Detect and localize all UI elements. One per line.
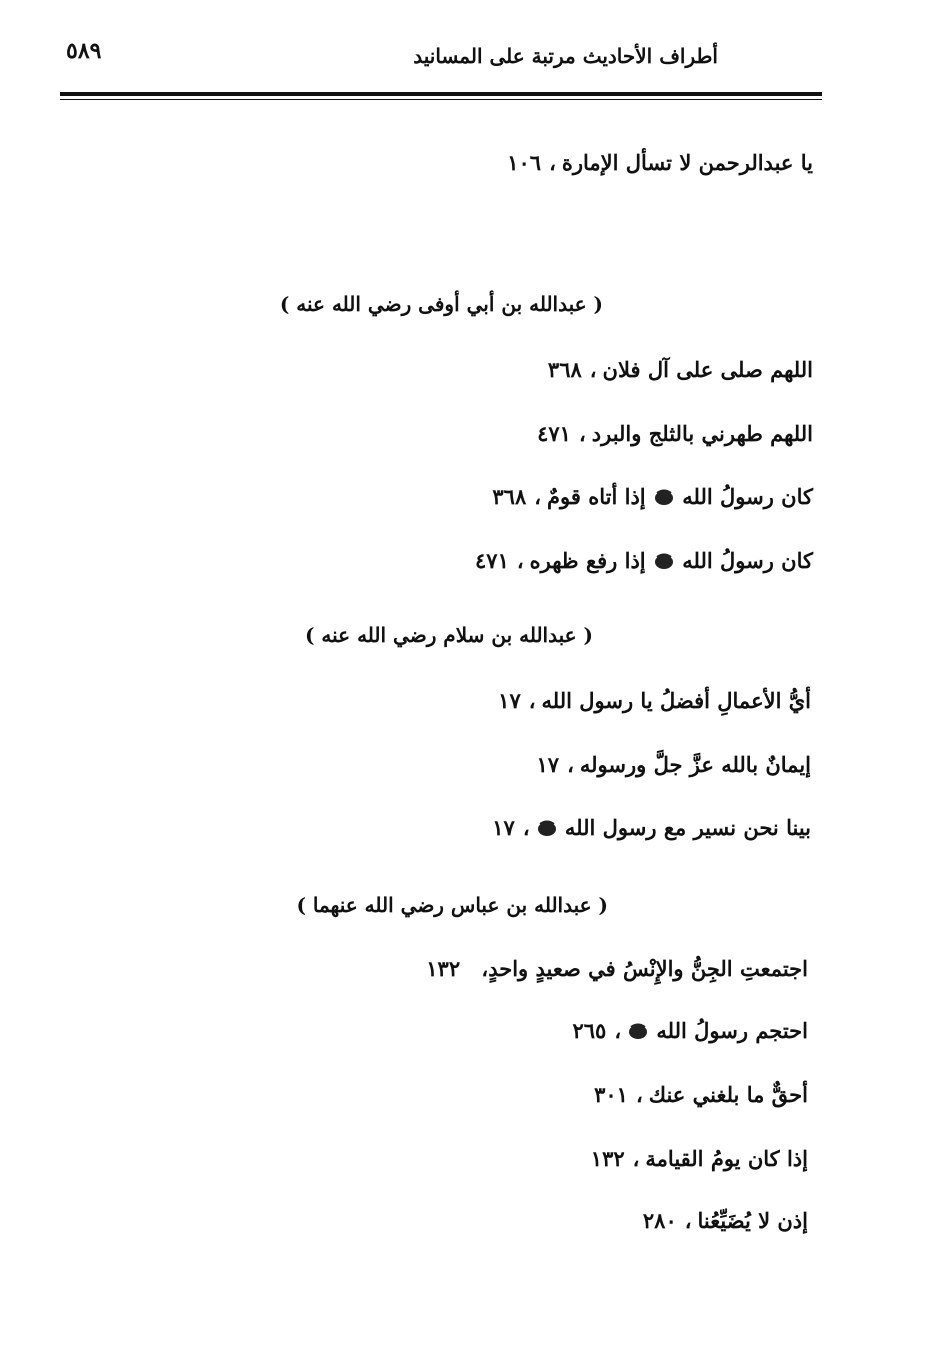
- page-reference: ١٧: [536, 752, 560, 777]
- running-header-title: أطراف الأحاديث مرتبة على المسانيد: [413, 44, 718, 68]
- separator: ،: [632, 1146, 640, 1171]
- header-rule-thin: [60, 99, 822, 100]
- list-item: [548, 357, 813, 382]
- separator: ،: [635, 1082, 643, 1107]
- entry-text: إذن لا يُضَيِّعُنا: [697, 1208, 808, 1233]
- section-heading: ( عبدالله بن سلام رضي الله عنه ): [305, 623, 593, 647]
- entry-text: يا عبدالرحمن لا تسأل الإمارة: [561, 150, 813, 175]
- page-reference: ٣٦٨: [492, 484, 527, 509]
- list-item: [537, 421, 813, 446]
- list-item: [426, 956, 808, 981]
- page-reference: ٢٦٥: [572, 1018, 607, 1043]
- section-heading: ( عبدالله بن أبي أوفى رضي الله عنه ): [279, 292, 603, 316]
- list-item: [572, 1018, 808, 1043]
- salla-allahu-alayhi-wasallam-ligature-icon: [536, 818, 558, 838]
- entry-text: بينا نحن نسير مع رسول الله: [564, 815, 811, 840]
- separator: ،: [522, 815, 530, 840]
- list-item: [507, 150, 813, 175]
- page-reference: ٣٠١: [594, 1082, 628, 1107]
- page-reference: ١٧: [498, 688, 521, 713]
- page-reference: ١٧: [492, 815, 515, 840]
- header-rule-thick: [60, 92, 822, 96]
- page-reference: ٣٦٨: [547, 357, 582, 382]
- separator: ،: [528, 688, 536, 713]
- entry-text: اللهم صلى على آل فلان: [602, 357, 813, 382]
- spacer: [468, 956, 475, 981]
- entry-text: إيمانٌ بالله عزَّ جلَّ ورسوله: [579, 752, 811, 777]
- entry-text: كان رسولُ الله: [682, 484, 813, 509]
- list-item: [537, 752, 811, 777]
- entry-text: إذا كان يومُ القيامة: [645, 1146, 808, 1171]
- separator: ،: [614, 1018, 622, 1043]
- page-reference: ٢٨٠: [642, 1208, 677, 1233]
- salla-allahu-alayhi-wasallam-ligature-icon: [627, 1021, 649, 1041]
- entry-text: أيُّ الأعمالِ أفضلُ يا رسول الله: [541, 688, 811, 713]
- entry-text: كان رسولُ الله: [682, 548, 813, 573]
- entry-text-after: إذا أتاه قومٌ: [547, 484, 646, 509]
- list-item: [492, 815, 811, 840]
- list-item: [475, 548, 813, 573]
- entry-text: اللهم طهرني بالثلج والبرد: [591, 421, 813, 446]
- separator: ،: [684, 1208, 692, 1233]
- page-reference: ١٣٢: [590, 1146, 625, 1171]
- separator: ،: [516, 548, 524, 573]
- page-reference: ٤٧١: [537, 421, 571, 446]
- salla-allahu-alayhi-wasallam-ligature-icon: [653, 487, 675, 507]
- separator: ،: [578, 421, 586, 446]
- separator: ،: [549, 150, 556, 175]
- section-heading: ( عبدالله بن عباس رضي الله عنهما ): [296, 893, 608, 917]
- entry-text: احتجم رسولُ الله: [656, 1018, 808, 1043]
- separator: ،: [589, 357, 597, 382]
- page-reference: ٤٧١: [475, 548, 509, 573]
- page-reference: ١٣٢: [426, 956, 461, 981]
- entry-text: اجتمعتِ الجِنُّ والإِنْسُ في صعيدٍ واحدٍ،: [481, 956, 808, 981]
- page-number: ٥٨٩: [66, 38, 102, 64]
- list-item: [594, 1082, 808, 1107]
- list-item: [492, 484, 813, 509]
- list-item: [498, 688, 811, 713]
- separator: ،: [567, 752, 574, 777]
- page-reference: ١٠٦: [507, 150, 542, 175]
- list-item: [591, 1146, 808, 1171]
- salla-allahu-alayhi-wasallam-ligature-icon: [653, 551, 675, 571]
- entry-text-after: إذا رفع ظهره: [529, 548, 646, 573]
- entry-text: أحقٌّ ما بلغني عنك: [648, 1082, 808, 1107]
- list-item: [643, 1208, 808, 1233]
- separator: ،: [534, 484, 542, 509]
